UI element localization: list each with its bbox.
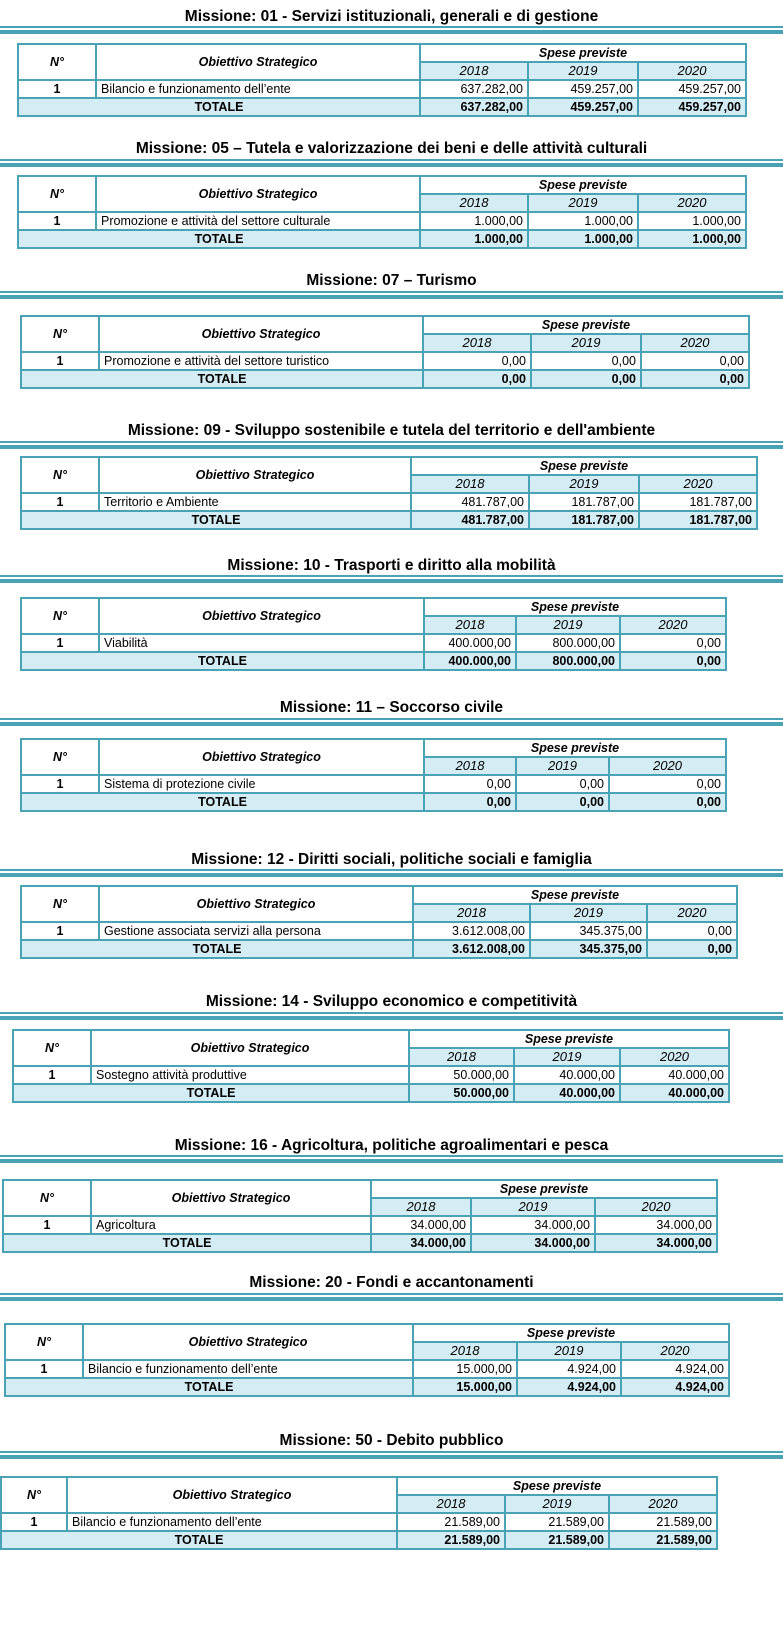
column-header-objective: Obiettivo Strategico (99, 886, 413, 922)
divider-line (0, 291, 783, 293)
mission-table (20, 738, 727, 812)
row-value: 400.000,00 (424, 634, 516, 652)
row-value: 15.000,00 (413, 1360, 517, 1378)
mission-title: Missione: 12 - Diritti sociali, politiche sociali e famiglia (191, 851, 592, 868)
column-header-spese-previste: Spese previste (371, 1180, 717, 1198)
total-value: 0,00 (424, 793, 516, 811)
total-value: 1.000,00 (528, 230, 638, 248)
year-header: 2019 (514, 1048, 620, 1066)
total-row (21, 511, 757, 529)
row-value: 0,00 (516, 775, 609, 793)
year-header: 2019 (516, 757, 609, 775)
row-number: 1 (5, 1360, 83, 1378)
total-value: 637.282,00 (420, 98, 528, 116)
row-value: 40.000,00 (620, 1066, 729, 1084)
divider-line (0, 1016, 783, 1020)
total-value: 0,00 (531, 370, 641, 388)
column-header-objective: Obiettivo Strategico (67, 1477, 397, 1513)
row-value: 34.000,00 (595, 1216, 717, 1234)
row-objective: Sistema di protezione civile (99, 775, 424, 793)
header-row (18, 44, 746, 62)
row-value: 1.000,00 (420, 212, 528, 230)
mission-title: Missione: 07 – Turismo (306, 272, 477, 289)
total-label: TOTALE (13, 1084, 409, 1102)
row-number: 1 (1, 1513, 67, 1531)
year-header: 2018 (423, 334, 531, 352)
total-value: 34.000,00 (471, 1234, 595, 1252)
table-row (21, 775, 726, 793)
year-header: 2018 (397, 1495, 505, 1513)
total-value: 34.000,00 (371, 1234, 471, 1252)
row-value: 481.787,00 (411, 493, 529, 511)
year-header: 2020 (638, 62, 746, 80)
year-header: 2019 (516, 616, 620, 634)
mission-table (12, 1029, 730, 1103)
column-header-objective: Obiettivo Strategico (91, 1180, 371, 1216)
row-value: 0,00 (641, 352, 749, 370)
row-objective: Agricoltura (91, 1216, 371, 1234)
year-header: 2018 (411, 475, 529, 493)
year-header: 2018 (413, 904, 530, 922)
year-header: 2019 (517, 1342, 621, 1360)
table-row (18, 80, 746, 98)
column-header-objective: Obiettivo Strategico (99, 598, 424, 634)
year-header: 2018 (420, 62, 528, 80)
row-objective: Promozione e attività del settore turistico (99, 352, 423, 370)
table-row (21, 352, 749, 370)
year-header: 2019 (530, 904, 647, 922)
total-value: 0,00 (609, 793, 726, 811)
column-header-objective: Obiettivo Strategico (91, 1030, 409, 1066)
column-header-spese-previste: Spese previste (411, 457, 757, 475)
row-number: 1 (18, 212, 96, 230)
divider-line (0, 30, 783, 34)
total-value: 459.257,00 (638, 98, 746, 116)
total-value: 181.787,00 (529, 511, 639, 529)
column-header-n: N° (18, 44, 96, 80)
year-header: 2020 (620, 1048, 729, 1066)
year-header: 2020 (639, 475, 757, 493)
row-value: 34.000,00 (371, 1216, 471, 1234)
total-label: TOTALE (18, 230, 420, 248)
total-label: TOTALE (5, 1378, 413, 1396)
column-header-objective: Obiettivo Strategico (99, 316, 423, 352)
divider-line (0, 1451, 783, 1453)
total-row (21, 652, 726, 670)
row-objective: Viabilità (99, 634, 424, 652)
divider-line (0, 1455, 783, 1459)
total-value: 21.589,00 (609, 1531, 717, 1549)
year-header: 2020 (641, 334, 749, 352)
column-header-n: N° (18, 176, 96, 212)
table-row (3, 1216, 717, 1234)
mission-table (20, 597, 727, 671)
total-row (18, 98, 746, 116)
total-row (13, 1084, 729, 1102)
year-header: 2019 (528, 194, 638, 212)
mission-title: Missione: 20 - Fondi e accantonamenti (249, 1274, 534, 1291)
column-header-n: N° (5, 1324, 83, 1360)
header-row (5, 1324, 729, 1342)
total-value: 1.000,00 (638, 230, 746, 248)
column-header-spese-previste: Spese previste (424, 739, 726, 757)
mission-table (20, 456, 758, 530)
table-row (21, 922, 737, 940)
total-value: 1.000,00 (420, 230, 528, 248)
table-row (13, 1066, 729, 1084)
year-header: 2019 (471, 1198, 595, 1216)
header-row (21, 598, 726, 616)
total-value: 40.000,00 (514, 1084, 620, 1102)
year-header: 2018 (424, 616, 516, 634)
row-number: 1 (18, 80, 96, 98)
divider-line (0, 1012, 783, 1014)
total-value: 21.589,00 (505, 1531, 609, 1549)
mission-title: Missione: 50 - Debito pubblico (279, 1432, 504, 1449)
divider-line (0, 441, 783, 443)
mission-table (0, 1476, 718, 1550)
year-header: 2020 (647, 904, 737, 922)
total-value: 21.589,00 (397, 1531, 505, 1549)
divider-line (0, 1155, 783, 1157)
column-header-n: N° (1, 1477, 67, 1513)
header-row (3, 1180, 717, 1198)
total-value: 50.000,00 (409, 1084, 514, 1102)
total-value: 0,00 (620, 652, 726, 670)
total-value: 4.924,00 (621, 1378, 729, 1396)
column-header-objective: Obiettivo Strategico (83, 1324, 413, 1360)
total-value: 34.000,00 (595, 1234, 717, 1252)
column-header-n: N° (3, 1180, 91, 1216)
column-header-n: N° (13, 1030, 91, 1066)
row-value: 459.257,00 (528, 80, 638, 98)
row-value: 800.000,00 (516, 634, 620, 652)
total-value: 481.787,00 (411, 511, 529, 529)
column-header-objective: Obiettivo Strategico (96, 176, 420, 212)
column-header-n: N° (21, 598, 99, 634)
column-header-spese-previste: Spese previste (423, 316, 749, 334)
divider-line (0, 869, 783, 871)
mission-title: Missione: 09 - Sviluppo sostenibile e tutela del territorio e dell'ambiente (127, 422, 656, 439)
row-objective: Sostegno attività produttive (91, 1066, 409, 1084)
column-header-spese-previste: Spese previste (397, 1477, 717, 1495)
year-header: 2020 (620, 616, 726, 634)
divider-line (0, 1297, 783, 1301)
year-header: 2018 (424, 757, 516, 775)
table-row (18, 212, 746, 230)
row-value: 0,00 (423, 352, 531, 370)
row-value: 3.612.008,00 (413, 922, 530, 940)
row-value: 0,00 (424, 775, 516, 793)
total-row (21, 940, 737, 958)
row-value: 459.257,00 (638, 80, 746, 98)
divider-line (0, 1293, 783, 1295)
divider-line (0, 718, 783, 720)
mission-title: Missione: 01 - Servizi istituzionali, generali e di gestione (184, 8, 599, 25)
total-value: 800.000,00 (516, 652, 620, 670)
row-objective: Bilancio e funzionamento dell’ente (96, 80, 420, 98)
mission-title: Missione: 10 - Trasporti e diritto alla mobilità (227, 557, 556, 574)
row-value: 1.000,00 (528, 212, 638, 230)
mission-table (4, 1323, 730, 1397)
total-label: TOTALE (21, 940, 413, 958)
header-row (21, 316, 749, 334)
total-label: TOTALE (18, 98, 420, 116)
total-value: 459.257,00 (528, 98, 638, 116)
row-value: 181.787,00 (529, 493, 639, 511)
row-objective: Territorio e Ambiente (99, 493, 411, 511)
row-value: 21.589,00 (505, 1513, 609, 1531)
row-value: 50.000,00 (409, 1066, 514, 1084)
row-value: 0,00 (531, 352, 641, 370)
total-value: 0,00 (516, 793, 609, 811)
row-value: 1.000,00 (638, 212, 746, 230)
year-header: 2018 (420, 194, 528, 212)
column-header-spese-previste: Spese previste (413, 1324, 729, 1342)
mission-table (20, 885, 738, 959)
divider-line (0, 163, 783, 167)
mission-table (17, 175, 747, 249)
total-value: 400.000,00 (424, 652, 516, 670)
column-header-objective: Obiettivo Strategico (99, 739, 424, 775)
row-value: 181.787,00 (639, 493, 757, 511)
total-row (3, 1234, 717, 1252)
column-header-spese-previste: Spese previste (420, 44, 746, 62)
total-label: TOTALE (21, 511, 411, 529)
year-header: 2020 (595, 1198, 717, 1216)
column-header-spese-previste: Spese previste (424, 598, 726, 616)
mission-title: Missione: 16 - Agricoltura, politiche agroalimentari e pesca (174, 1137, 609, 1154)
column-header-objective: Obiettivo Strategico (99, 457, 411, 493)
row-number: 1 (21, 493, 99, 511)
year-header: 2019 (531, 334, 641, 352)
table-row (5, 1360, 729, 1378)
header-row (13, 1030, 729, 1048)
total-value: 0,00 (423, 370, 531, 388)
column-header-n: N° (21, 886, 99, 922)
row-objective: Bilancio e funzionamento dell’ente (67, 1513, 397, 1531)
total-row (1, 1531, 717, 1549)
total-value: 0,00 (647, 940, 737, 958)
year-header: 2019 (529, 475, 639, 493)
header-row (18, 176, 746, 194)
divider-line (0, 159, 783, 161)
mission-title: Missione: 05 – Tutela e valorizzazione dei beni e delle attività culturali (135, 140, 648, 157)
header-row (21, 886, 737, 904)
total-label: TOTALE (21, 793, 424, 811)
total-value: 15.000,00 (413, 1378, 517, 1396)
row-objective: Gestione associata servizi alla persona (99, 922, 413, 940)
year-header: 2018 (413, 1342, 517, 1360)
row-value: 0,00 (609, 775, 726, 793)
column-header-spese-previste: Spese previste (420, 176, 746, 194)
total-value: 3.612.008,00 (413, 940, 530, 958)
mission-table (17, 43, 747, 117)
mission-table (20, 315, 750, 389)
divider-line (0, 579, 783, 583)
column-header-spese-previste: Spese previste (413, 886, 737, 904)
divider-line (0, 722, 783, 726)
year-header: 2019 (528, 62, 638, 80)
column-header-n: N° (21, 457, 99, 493)
header-row (21, 739, 726, 757)
row-value: 345.375,00 (530, 922, 647, 940)
divider-line (0, 295, 783, 299)
total-value: 4.924,00 (517, 1378, 621, 1396)
total-value: 345.375,00 (530, 940, 647, 958)
total-label: TOTALE (3, 1234, 371, 1252)
row-value: 34.000,00 (471, 1216, 595, 1234)
year-header: 2020 (638, 194, 746, 212)
total-row (18, 230, 746, 248)
row-number: 1 (21, 634, 99, 652)
total-row (21, 793, 726, 811)
row-number: 1 (3, 1216, 91, 1234)
divider-line (0, 445, 783, 449)
total-row (5, 1378, 729, 1396)
row-value: 0,00 (620, 634, 726, 652)
divider-line (0, 1159, 783, 1163)
divider-line (0, 26, 783, 28)
table-row (21, 493, 757, 511)
year-header: 2018 (409, 1048, 514, 1066)
total-label: TOTALE (21, 652, 424, 670)
row-value: 637.282,00 (420, 80, 528, 98)
total-value: 40.000,00 (620, 1084, 729, 1102)
year-header: 2020 (621, 1342, 729, 1360)
year-header: 2020 (609, 1495, 717, 1513)
total-value: 0,00 (641, 370, 749, 388)
total-label: TOTALE (1, 1531, 397, 1549)
row-objective: Promozione e attività del settore culturale (96, 212, 420, 230)
total-row (21, 370, 749, 388)
row-number: 1 (21, 922, 99, 940)
table-row (21, 634, 726, 652)
column-header-objective: Obiettivo Strategico (96, 44, 420, 80)
header-row (21, 457, 757, 475)
row-number: 1 (21, 352, 99, 370)
row-objective: Bilancio e funzionamento dell’ente (83, 1360, 413, 1378)
row-value: 21.589,00 (609, 1513, 717, 1531)
year-header: 2018 (371, 1198, 471, 1216)
row-value: 0,00 (647, 922, 737, 940)
row-value: 21.589,00 (397, 1513, 505, 1531)
row-number: 1 (21, 775, 99, 793)
divider-line (0, 575, 783, 577)
mission-title: Missione: 14 - Sviluppo economico e competitività (205, 993, 578, 1010)
total-value: 181.787,00 (639, 511, 757, 529)
row-value: 4.924,00 (517, 1360, 621, 1378)
column-header-n: N° (21, 316, 99, 352)
row-number: 1 (13, 1066, 91, 1084)
year-header: 2020 (609, 757, 726, 775)
total-label: TOTALE (21, 370, 423, 388)
divider-line (0, 873, 783, 877)
header-row (1, 1477, 717, 1495)
mission-title: Missione: 11 – Soccorso civile (279, 699, 504, 716)
year-header: 2019 (505, 1495, 609, 1513)
row-value: 4.924,00 (621, 1360, 729, 1378)
mission-table (2, 1179, 718, 1253)
table-row (1, 1513, 717, 1531)
column-header-spese-previste: Spese previste (409, 1030, 729, 1048)
column-header-n: N° (21, 739, 99, 775)
row-value: 40.000,00 (514, 1066, 620, 1084)
